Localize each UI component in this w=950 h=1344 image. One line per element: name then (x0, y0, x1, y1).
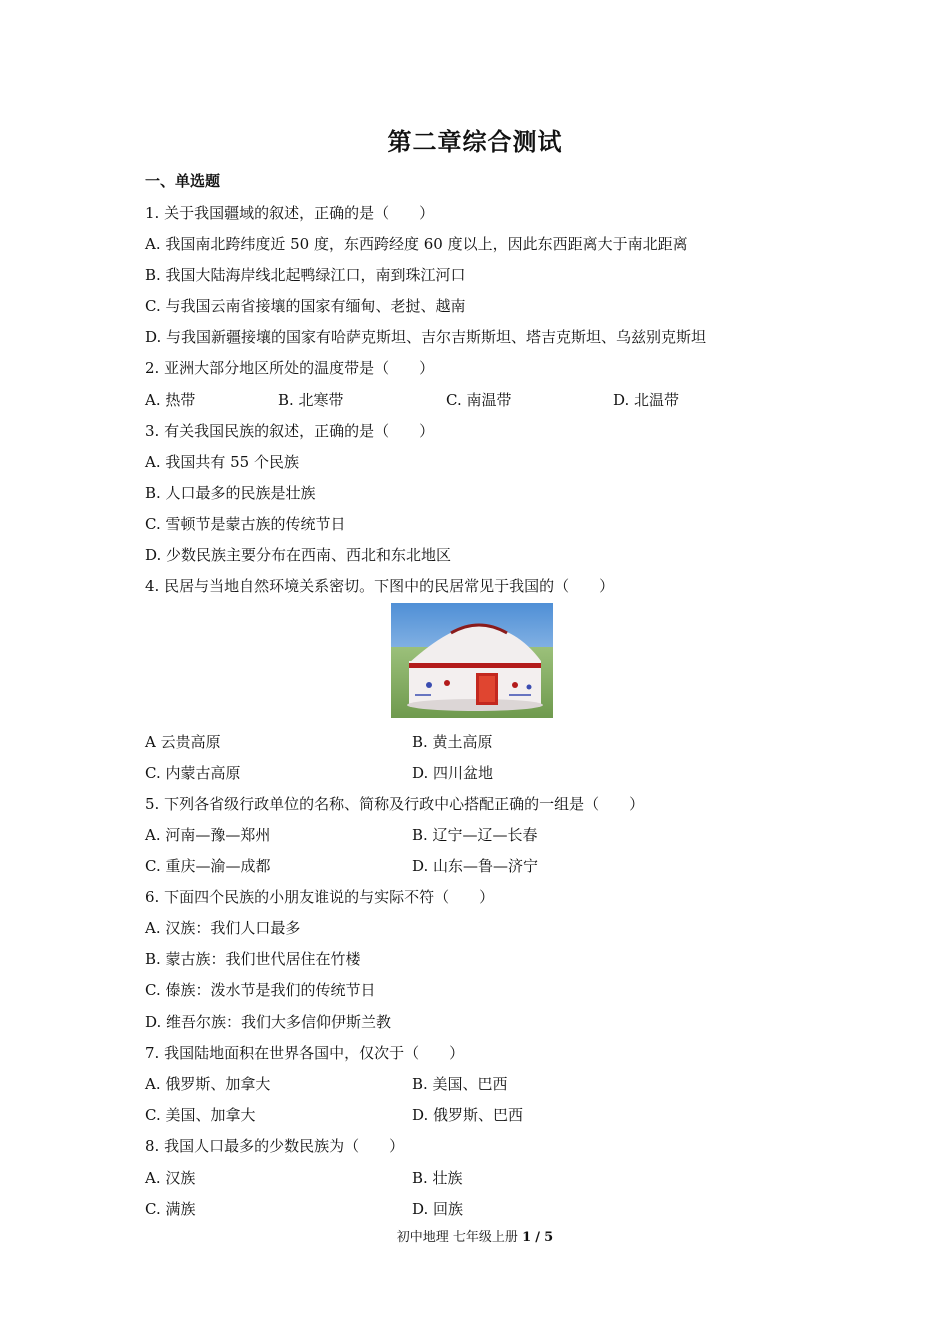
question-8-option-a: A. 汉族 (145, 1169, 196, 1187)
question-4-option-c: C. 内蒙古高原 (145, 764, 241, 782)
question-1-option-a: A. 我国南北跨纬度近 50 度，东西跨经度 60 度以上，因此东西距离大于南北距离 (145, 235, 688, 253)
question-6-option-c: C. 傣族：泼水节是我们的传统节日 (145, 981, 376, 999)
question-7-option-c: C. 美国、加拿大 (145, 1106, 256, 1124)
question-8-stem: 8. 我国人口最多的少数民族为（ ） (145, 1137, 405, 1155)
section-heading: 一、单选题 (145, 172, 221, 190)
question-3-stem: 3. 有关我国民族的叙述，正确的是（ ） (145, 422, 435, 440)
question-6-option-d: D. 维吾尔族：我们大多信仰伊斯兰教 (145, 1013, 392, 1031)
question-3-option-a: A. 我国共有 55 个民族 (145, 453, 299, 471)
question-1-option-b: B. 我国大陆海岸线北起鸭绿江口，南到珠江河口 (145, 266, 466, 284)
question-4-option-d: D. 四川盆地 (412, 764, 494, 782)
page-footer (0, 1226, 950, 1245)
question-5-option-a: A. 河南—豫—郑州 (145, 826, 271, 844)
footer-text: 初中地理 七年级上册 (396, 1230, 518, 1245)
question-7-option-b: B. 美国、巴西 (412, 1075, 508, 1093)
question-2-option-b: B. 北寒带 (278, 391, 344, 409)
question-7-stem: 7. 我国陆地面积在世界各国中，仅次于（ ） (145, 1044, 465, 1062)
question-3-option-c: C. 雪顿节是蒙古族的传统节日 (145, 515, 346, 533)
question-7-option-a: A. 俄罗斯、加拿大 (145, 1075, 271, 1093)
question-2-option-c: C. 南温带 (446, 391, 512, 409)
question-5-option-d: D. 山东—鲁—济宁 (412, 857, 539, 875)
page-title: 第二章综合测试 (387, 128, 563, 156)
question-2-stem: 2. 亚洲大部分地区所处的温度带是（ ） (145, 359, 435, 377)
question-3-option-b: B. 人口最多的民族是壮族 (145, 484, 316, 502)
question-5-option-c: C. 重庆—渝—成都 (145, 857, 271, 875)
question-2-option-d: D. 北温带 (613, 391, 680, 409)
question-5-stem: 5. 下列各省级行政单位的名称、简称及行政中心搭配正确的一组是（ ） (145, 795, 645, 813)
question-8-option-c: C. 满族 (145, 1200, 196, 1218)
question-6-option-a: A. 汉族：我们人口最多 (145, 919, 301, 937)
question-4-option-b: B. 黄土高原 (412, 733, 493, 751)
footer-separator: / (535, 1230, 541, 1245)
question-4-stem: 4. 民居与当地自然环境关系密切。下图中的民居常见于我国的（ ） (145, 577, 615, 595)
question-8-option-d: D. 回族 (412, 1200, 464, 1218)
question-6-stem: 6. 下面四个民族的小朋友谁说的与实际不符（ ） (145, 888, 495, 906)
question-6-option-b: B. 蒙古族：我们世代居住在竹楼 (145, 950, 361, 968)
question-2-option-a: A. 热带 (145, 391, 196, 409)
footer-page-total: 5 (544, 1230, 554, 1245)
question-7-option-d: D. 俄罗斯、巴西 (412, 1106, 524, 1124)
question-4-option-a: A 云贵高原 (145, 733, 221, 751)
footer-page-number: 1 (522, 1230, 532, 1245)
question-5-option-b: B. 辽宁—辽—长春 (412, 826, 538, 844)
question-1-option-c: C. 与我国云南省接壤的国家有缅甸、老挝、越南 (145, 297, 466, 315)
question-1-option-d: D. 与我国新疆接壤的国家有哈萨克斯坦、吉尔吉斯斯坦、塔吉克斯坦、乌兹别克斯坦 (145, 328, 707, 346)
question-1-stem: 1. 关于我国疆域的叙述，正确的是（ ） (145, 204, 435, 222)
yurt-image (391, 603, 553, 718)
question-3-option-d: D. 少数民族主要分布在西南、西北和东北地区 (145, 546, 452, 564)
question-8-option-b: B. 壮族 (412, 1169, 463, 1187)
